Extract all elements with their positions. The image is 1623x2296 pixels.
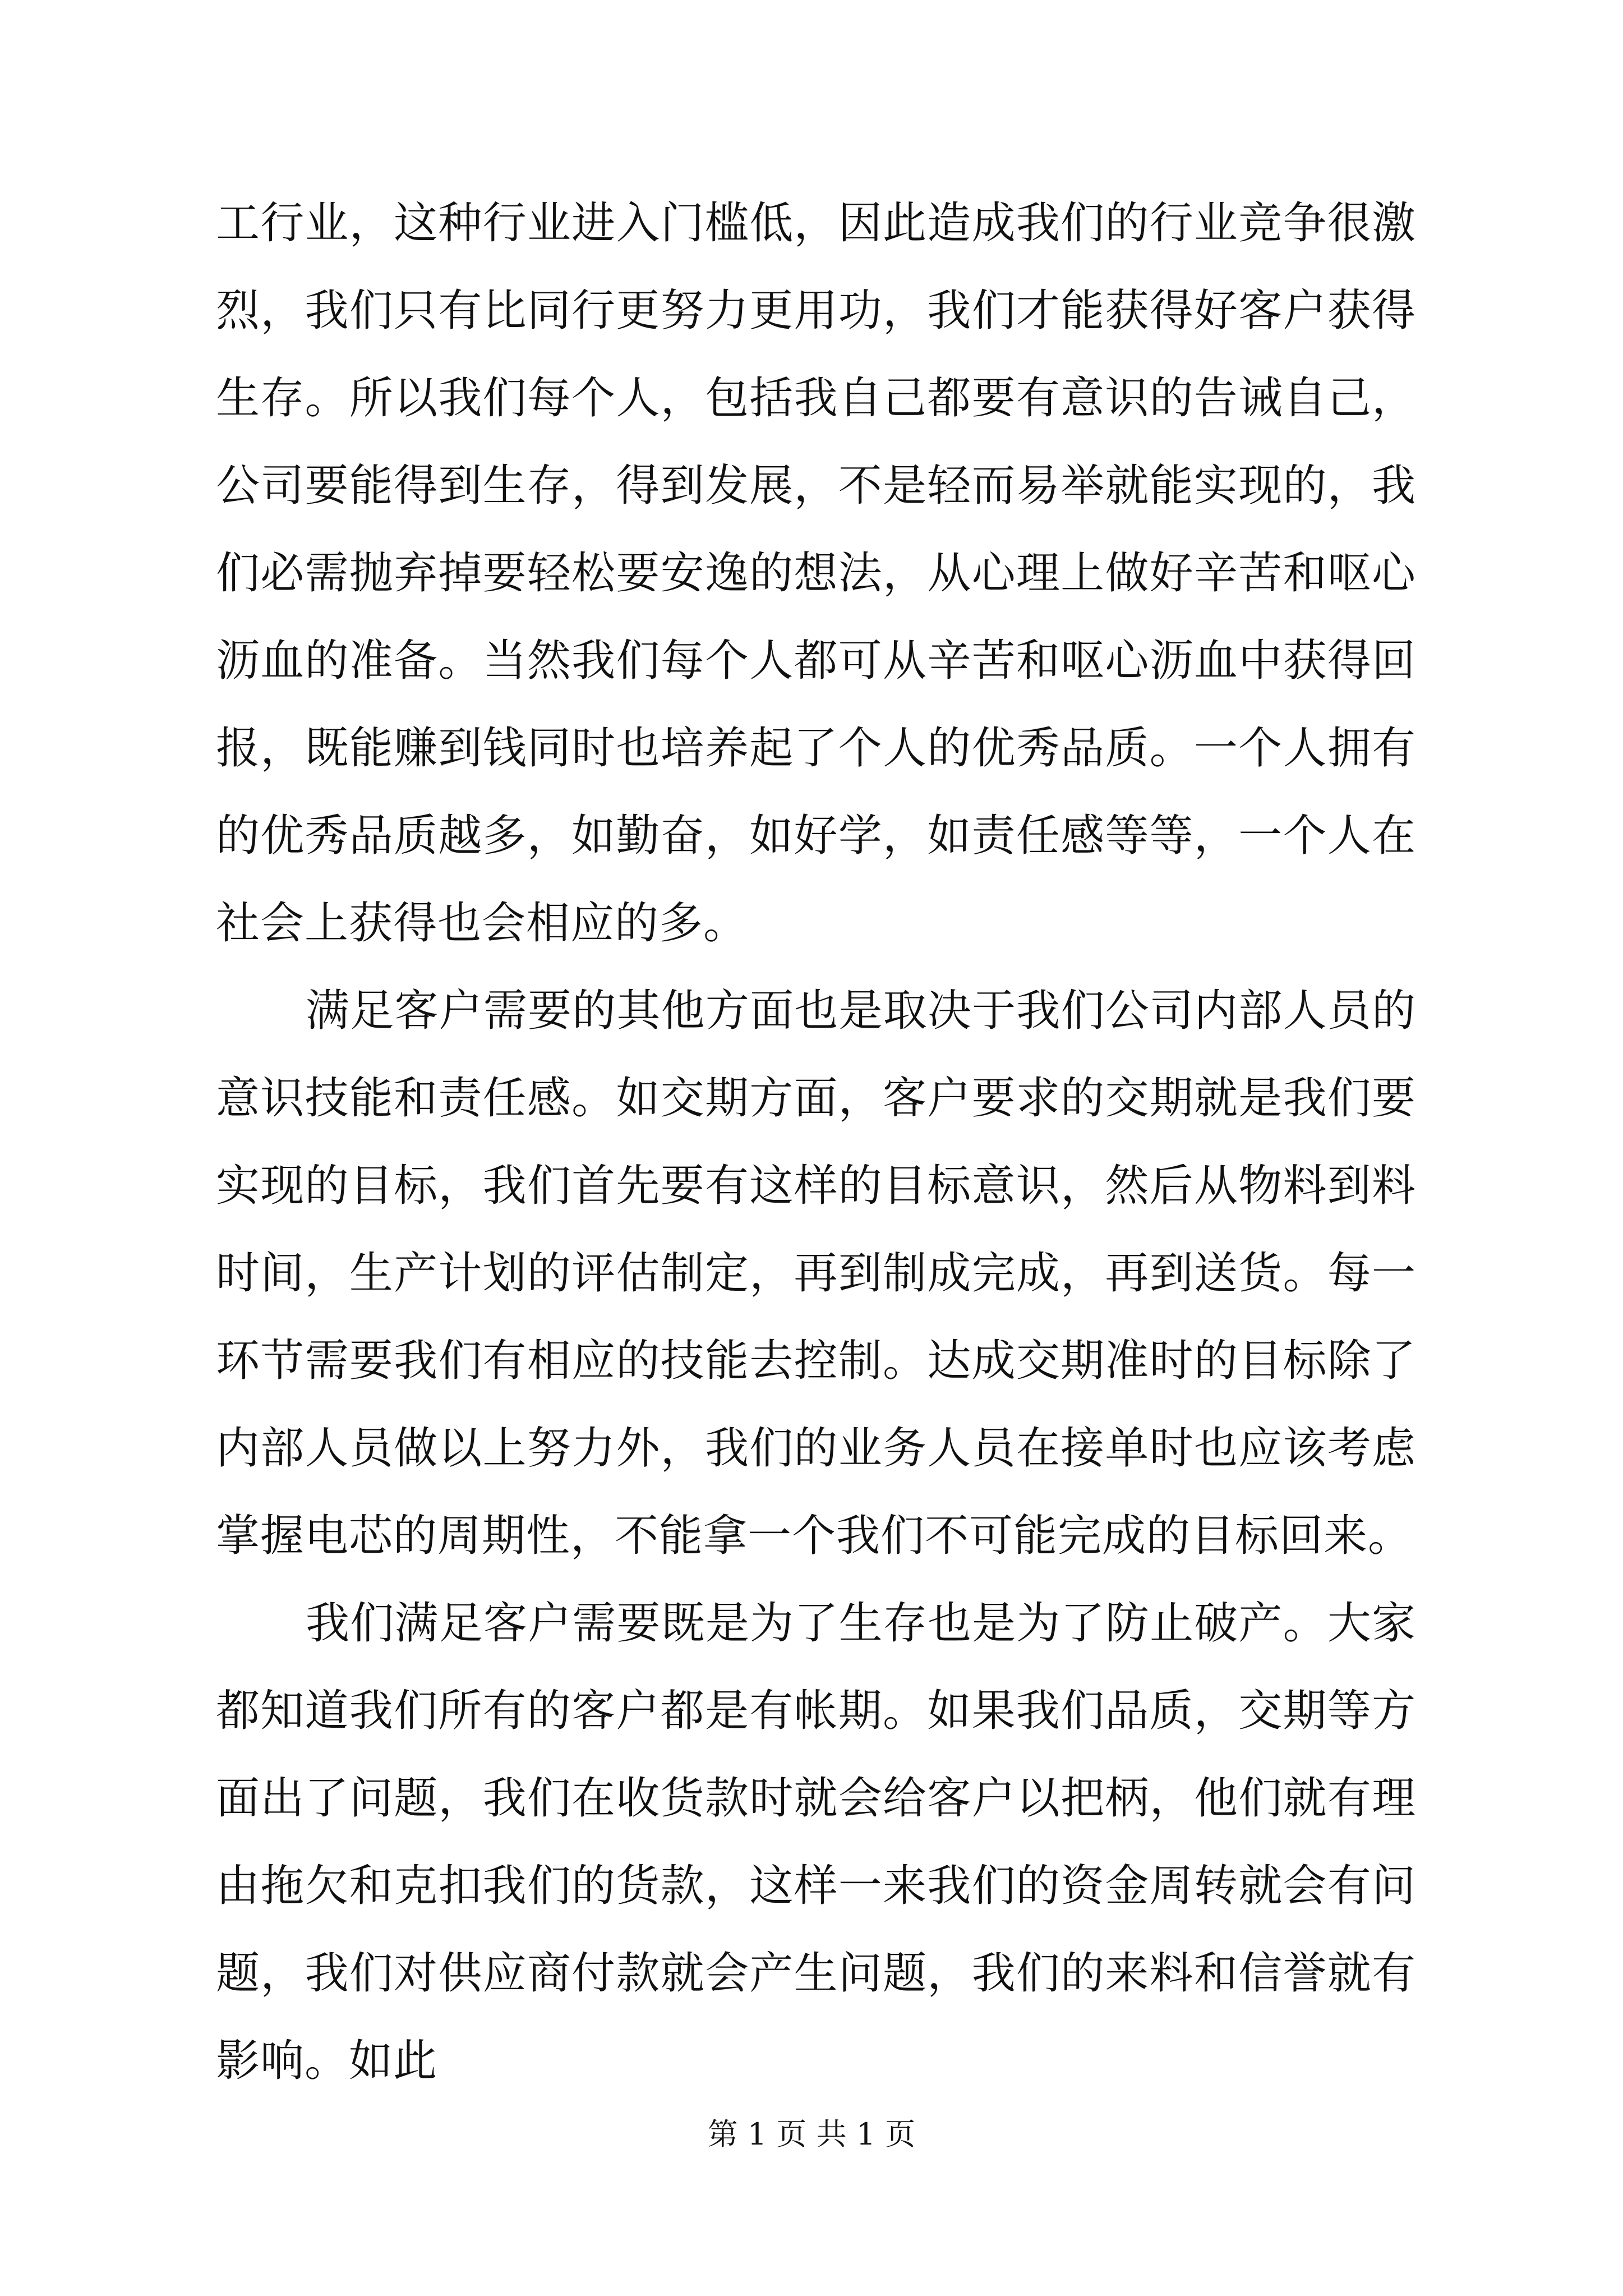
page-footer: 第 1 页 共 1 页 xyxy=(707,2116,916,2152)
document-body xyxy=(216,180,1416,2105)
paragraph-2: 满足客户需要的其他方面也是取决于我们公司内部人员的意识技能和责任感。如交期方面，客户要求的交期就是我们要实现的目标，我们首先要有这样的目标意识，然后从物料到料时间，生产计划的评估制定，再到制成完成，再到送货。每一环节需要我们有相应的技能去控制。达成交期准时的目标除了内部人员做以上努力外，我们的业务人员在接单时也应该考虑掌握电芯的周期性，不能拿一个我们不可能完成的目标回来。 xyxy=(216,986,1416,1561)
paragraph-3: 我们满足客户需要既是为了生存也是为了防止破产。大家都知道我们所有的客户都是有帐期。如果我们品质，交期等方面出了问题，我们在收货款时就会给客户以把柄，他们就有理由拖欠和克扣我们的货款，这样一来我们的资金周转就会有问题，我们对供应商付款就会产生问题，我们的来料和信誉就有影响。如此 xyxy=(216,1598,1416,2086)
paragraph-1: 工行业，这种行业进入门槛低，因此造成我们的行业竞争很激烈，我们只有比同行更努力更用功，我们才能获得好客户获得生存。所以我们每个人，包括我自己都要有意识的告诫自己，公司要能得到生存，得到发展，不是轻而易举就能实现的，我们必需抛弃掉要轻松要安逸的想法，从心理上做好辛苦和呕心沥血的准备。当然我们每个人都可从辛苦和呕心沥血中获得回报，既能赚到钱同时也培养起了个人的优秀品质。一个人拥有的优秀品质越多，如勤奋，如好学，如责任感等等，一个人在社会上获得也会相应的多。 xyxy=(216,198,1416,949)
